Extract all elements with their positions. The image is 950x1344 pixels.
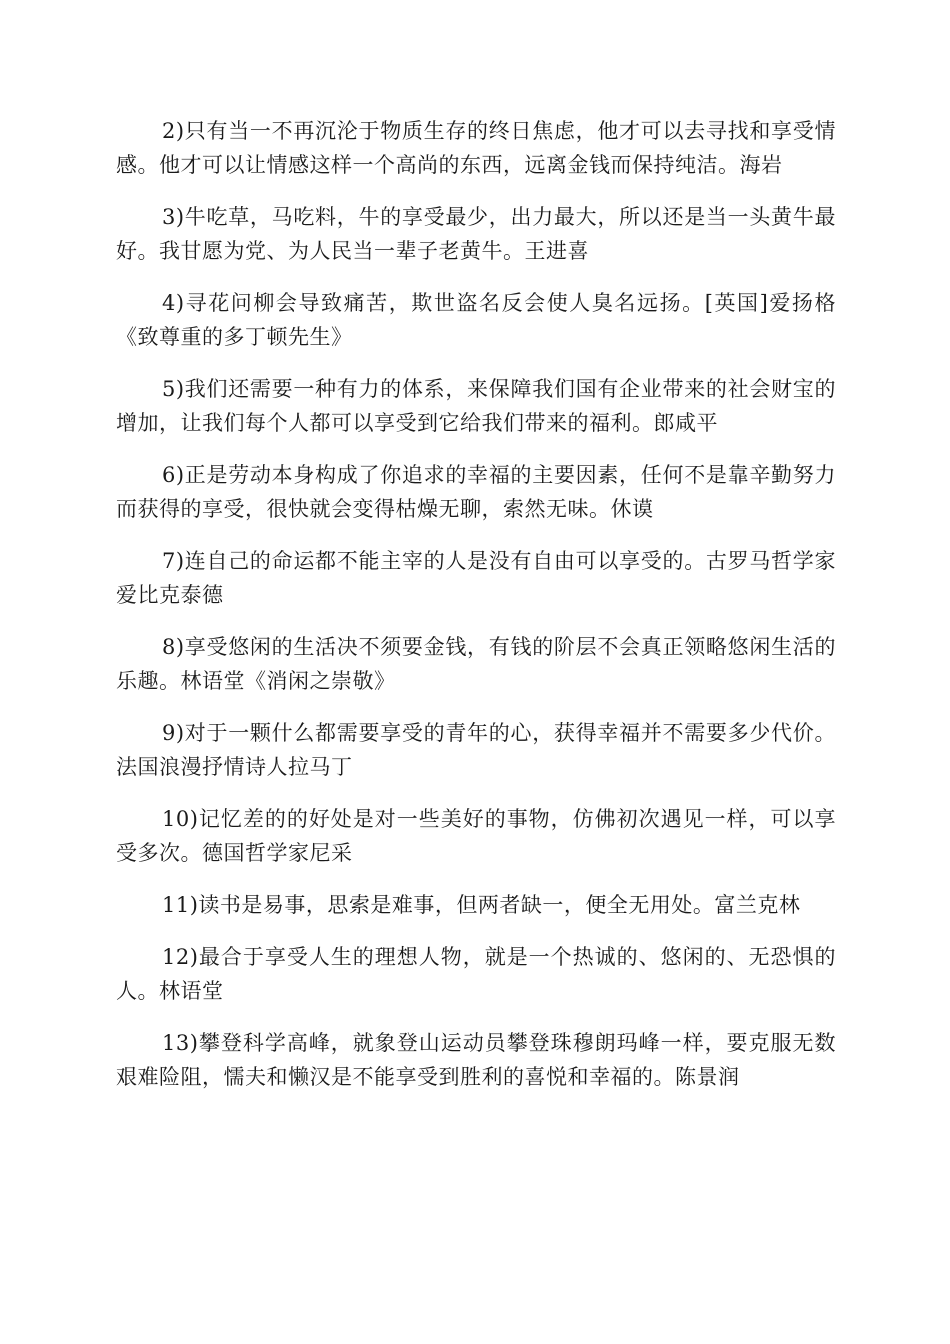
quote-paragraph: 10)记忆差的的好处是对一些美好的事物，仿佛初次遇见一样，可以享受多次。德国哲学家尼采	[116, 807, 836, 865]
quote-paragraph: 12)最合于享受人生的理想人物，就是一个热诚的、悠闲的、无恐惧的人。林语堂	[116, 945, 836, 1003]
quote-paragraph: 8)享受悠闲的生活决不须要金钱，有钱的阶层不会真正领略悠闲生活的乐趣。林语堂《消闲之崇敬》	[116, 635, 836, 693]
quote-paragraph: 5)我们还需要一种有力的体系，来保障我们国有企业带来的社会财宝的增加，让我们每个人都可以享受到它给我们带来的福利。郎咸平	[116, 377, 836, 435]
quote-paragraph: 13)攀登科学高峰，就象登山运动员攀登珠穆朗玛峰一样，要克服无数艰难险阻，懦夫和懒汉是不能享受到胜利的喜悦和幸福的。陈景润	[116, 1031, 836, 1089]
quote-paragraph: 11)读书是易事，思索是难事，但两者缺一，便全无用处。富兰克林	[162, 893, 801, 917]
quote-paragraph: 7)连自己的命运都不能主宰的人是没有自由可以享受的。古罗马哲学家爱比克泰德	[116, 549, 836, 607]
quote-paragraph: 9)对于一颗什么都需要享受的青年的心，获得幸福并不需要多少代价。法国浪漫抒情诗人拉马丁	[116, 721, 836, 779]
quote-paragraph: 6)正是劳动本身构成了你追求的幸福的主要因素，任何不是靠辛勤努力而获得的享受，很快就会变得枯燥无聊，索然无味。休谟	[116, 463, 836, 521]
quote-list	[116, 114, 836, 1112]
quote-paragraph: 4)寻花问柳会导致痛苦，欺世盗名反会使人臭名远扬。[英国]爱扬格《致尊重的多丁顿先生》	[116, 291, 836, 349]
quote-paragraph: 3)牛吃草，马吃料，牛的享受最少，出力最大，所以还是当一头黄牛最好。我甘愿为党、为人民当一辈子老黄牛。王进喜	[116, 205, 836, 263]
quote-paragraph: 2)只有当一不再沉沦于物质生存的终日焦虑，他才可以去寻找和享受情感。他才可以让情感这样一个高尚的东西，远离金钱而保持纯洁。海岩	[116, 119, 836, 177]
